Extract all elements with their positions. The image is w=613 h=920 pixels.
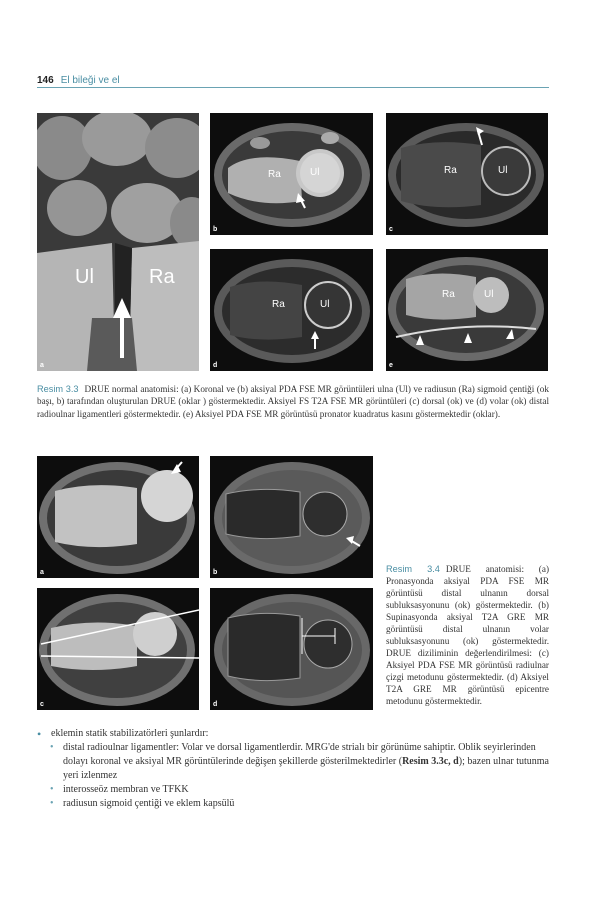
radius-label: Ra: [268, 169, 281, 180]
list-item: [37, 741, 557, 783]
item-text-tail: ); bazen ulnar tutunma yeri izlenmez: [63, 756, 549, 781]
coronal-mr-image: [37, 113, 199, 371]
figure-3-3-panel-a: [37, 113, 199, 371]
figure-3-4-panel-d: [210, 588, 373, 710]
panel-letter: e: [389, 362, 393, 369]
ulna-label: Ul: [320, 299, 330, 310]
radius-label: Ra: [149, 266, 175, 288]
panel-letter: b: [213, 569, 218, 576]
ulna-label: Ul: [498, 165, 508, 176]
caption-label: Resim 3.4: [386, 564, 440, 574]
ulna-label: Ul: [75, 266, 94, 288]
figure-3-4-panel-b: [210, 456, 373, 578]
item-text: radiusun sigmoid çentiği ve eklem kapsülü: [63, 798, 235, 809]
figure-3-4-panel-a: [37, 456, 199, 578]
item-text: distal radioulnar ligamentler: Volar ve dorsal ligamentlerdir. MRG'de strialı bir görünüme sahiptir. Oblik seyirlerinden dolayı koronal ve aksiyal MR görüntülerinde değişen şekillerde gösterilmektedirler (: [63, 742, 536, 767]
running-header: [37, 70, 549, 88]
panel-letter: a: [40, 569, 44, 576]
panel-letter: d: [213, 701, 218, 708]
list-item: [37, 783, 557, 797]
caption-text: DRUE anatomisi: (a) Pronasyonda aksiyal PDA FSE MR görüntüsü distal ulnanın dorsal subluksasyonunu (ok) göstermektedir. (b) Supinasyonda aksiyal T2A GRE MR görüntüsü distal ulnanın volar subluksasyonunu (ok) göstermektedir. DRUE diziliminin değerlendirilmesi: (c) Aksiyel PDA FSE MR görüntüsü radiulnar çizgi metodunu göstermektedir. (d) Aksiyel T2A GRE MR görüntüsü epicentre metodunu göstermektedir.: [386, 564, 550, 706]
caption-label: Resim 3.3: [37, 384, 79, 394]
ulna-label: Ul: [484, 289, 494, 300]
caption-text: DRUE normal anatomisi: (a) Koronal ve (b) aksiyal PDA FSE MR görüntüleri ulna (Ul) ve radiusun (Ra) sigmoid çentiği (ok başı, b) tarafından oluşturulan DRUE (oklar ) göstermektedir. Aksiyel FS T2A FSE MR görüntüleri (c) dorsal (ok) ve (d) volar (ok) distal radioulnar ligamentleri göstermektedir. (e) Aksiyel PDA FSE MR görüntüsü pronator kuadratus kasını göstermektedir (oklar).: [37, 384, 549, 419]
list-item: [37, 797, 557, 811]
radius-label: Ra: [272, 299, 285, 310]
figure-3-3-panel-b: [210, 113, 373, 235]
chapter-title: El bileği ve el: [60, 75, 120, 86]
figure-3-3-panel-c: [386, 113, 548, 235]
axial-mr-image: [210, 249, 373, 371]
radius-label: Ra: [442, 289, 455, 300]
item-text: interosseöz membran ve TFKK: [63, 784, 189, 795]
ulna-label: Ul: [310, 167, 320, 178]
axial-mr-image: [210, 113, 373, 235]
figure-3-4-panel-c: [37, 588, 199, 710]
radius-label: Ra: [444, 165, 457, 176]
axial-mr-image: [386, 249, 548, 371]
header-rule: [37, 87, 549, 88]
body-text: [37, 727, 557, 811]
list-intro: eklemin statik stabilizatörleri şunlardır:: [51, 728, 209, 739]
panel-letter: c: [40, 701, 44, 708]
figure-3-3-panel-e: [386, 249, 548, 371]
figure-reference: Resim 3.3c, d: [402, 756, 459, 767]
axial-mr-image: [37, 588, 199, 710]
figure-3-3-caption: [37, 383, 549, 420]
panel-letter: a: [40, 362, 44, 369]
panel-letter: d: [213, 362, 218, 369]
panel-letter: c: [389, 226, 393, 233]
axial-mr-image: [37, 456, 199, 578]
axial-mr-image: [210, 588, 373, 710]
figure-3-4-caption: [386, 563, 549, 707]
figure-3-3-panel-d: [210, 249, 373, 371]
axial-mr-image: [386, 113, 548, 235]
axial-mr-image: [210, 456, 373, 578]
panel-letter: b: [213, 226, 218, 233]
list-item: [37, 727, 557, 741]
page-number: 146: [37, 75, 54, 86]
